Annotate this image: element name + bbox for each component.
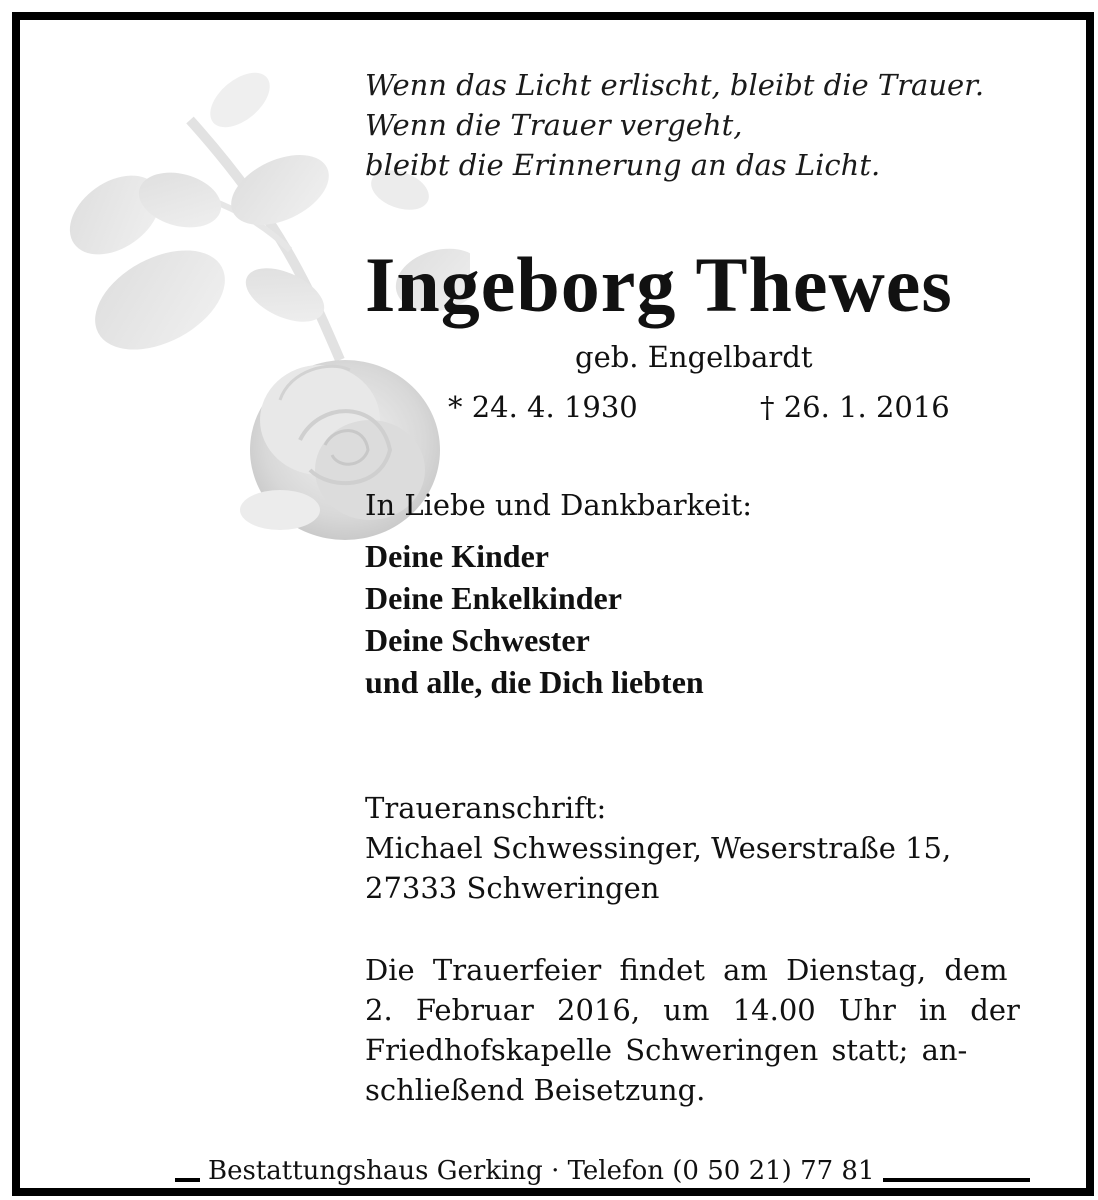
mourning-address [365,788,951,908]
motto-line: Wenn die Trauer vergeht, [365,108,743,142]
mourner-item: Deine Kinder [365,538,549,574]
mourners-intro: In Liebe und Dankbarkeit: [365,488,753,522]
service-line: Friedhofskapelle Schweringen statt; an- [365,1033,968,1067]
service-line: Die Trauerfeier findet am Dienstag, dem [365,953,1008,987]
address-line: 27333 Schweringen [365,871,660,905]
footer-rule-right [880,1178,1030,1182]
obituary-notice [20,20,1086,1186]
mourner-item: Deine Enkelkinder [365,580,622,616]
mourners-list [365,535,704,703]
footer [20,1156,1086,1196]
maiden-name: geb. Engelbardt [575,340,813,374]
motto-verse [365,65,984,185]
address-label: Traueranschrift: [365,791,607,825]
mourner-item: und alle, die Dich liebten [365,664,704,700]
service-line: schließend Beisetzung. [365,1073,706,1107]
address-line: Michael Schwessinger, Weserstraße 15, [365,831,952,865]
birth-date: * 24. 4. 1930 [448,390,638,424]
funeral-home-contact: Bestattungshaus Gerking · Telefon (0 50 21) 77 81 [200,1156,883,1186]
mourner-item: Deine Schwester [365,622,590,658]
deceased-name: Ingeborg Thewes [365,241,953,328]
service-line: 2. Februar 2016, um 14.00 Uhr in der [365,993,1020,1027]
motto-line: bleibt die Erinnerung an das Licht. [365,148,881,182]
funeral-service-info [365,950,1030,1110]
motto-line: Wenn das Licht erlischt, bleibt die Trauer. [365,68,985,102]
death-date: † 26. 1. 2016 [760,390,950,424]
